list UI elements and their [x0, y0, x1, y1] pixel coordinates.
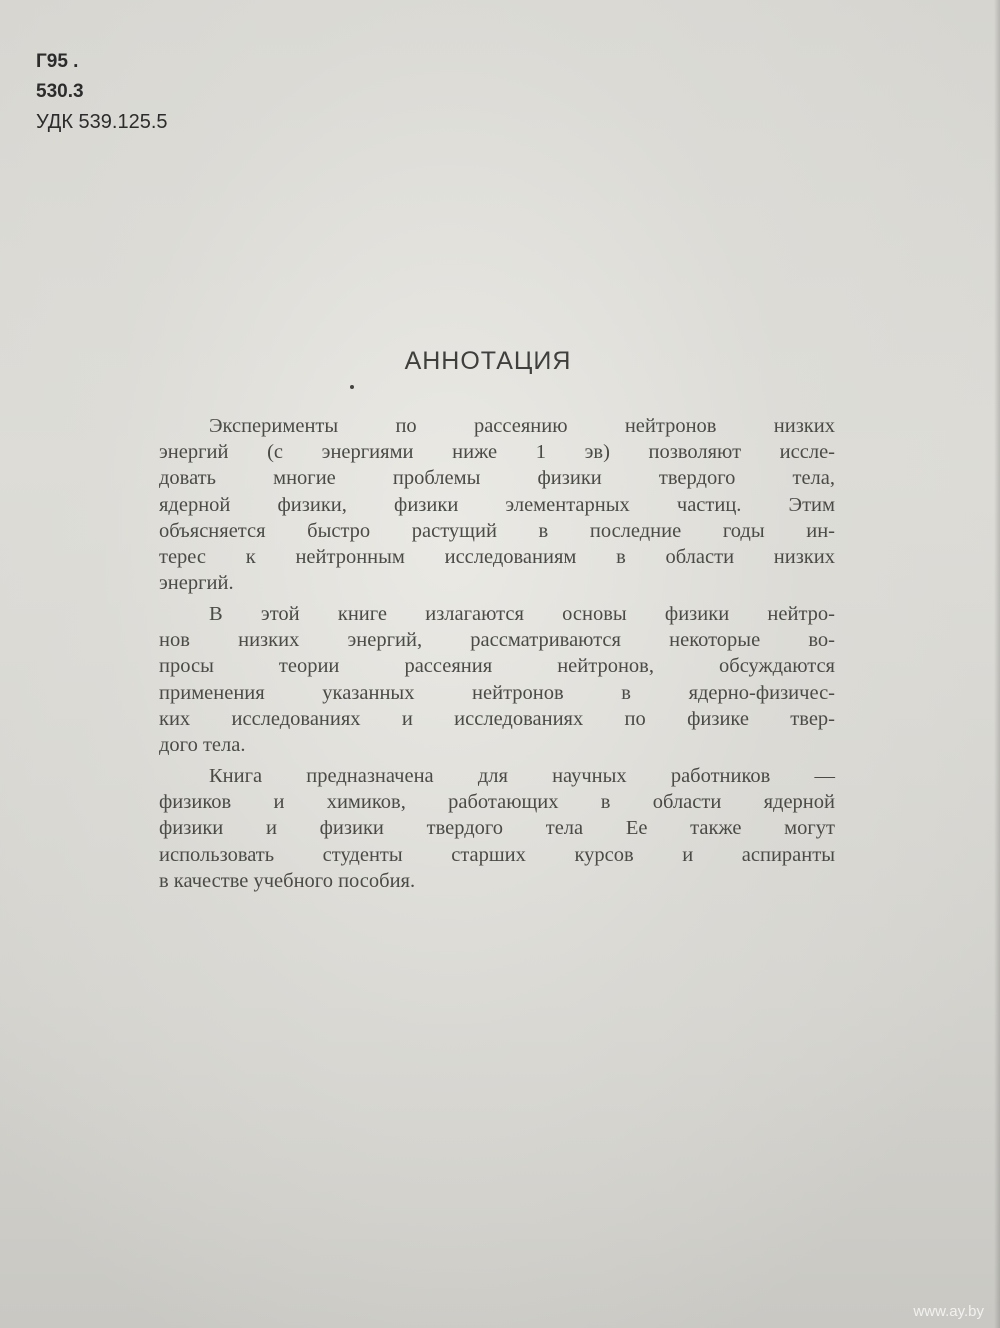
- library-code: Г95 .: [36, 51, 79, 72]
- paragraph-3: [159, 763, 835, 894]
- paragraph-line: ких исследованиях и исследованиях по физике твер-: [159, 707, 835, 730]
- paragraph-line: использовать студенты старших курсов и аспиранты: [159, 843, 835, 866]
- paragraph-2: [159, 601, 835, 758]
- paragraph-line: в качестве учебного пособия.: [159, 869, 416, 892]
- paragraph-line: довать многие проблемы физики твердого тела,: [159, 467, 835, 490]
- page-edge-shadow: [994, 0, 1000, 1328]
- paragraph-line: энергий (с энергиями ниже 1 эв) позволяют иссле-: [159, 441, 835, 464]
- paragraph-line: терес к нейтронным исследованиям в области низких: [159, 545, 835, 568]
- paragraph-line: энергий.: [159, 572, 234, 595]
- ink-speck: [350, 385, 354, 389]
- paragraph-line: ядерной физики, физики элементарных частиц. Этим: [159, 493, 835, 516]
- classification-codes: [36, 52, 168, 142]
- paragraph-line: просы теории рассеяния нейтронов, обсуждаются: [159, 655, 835, 678]
- site-watermark: www.ay.by: [913, 1303, 984, 1320]
- page-title: [0, 347, 1000, 376]
- paragraph-line: применения указанных нейтронов в ядерно-физичес-: [159, 681, 835, 704]
- paragraph-line: объясняется быстро растущий в последние годы ин-: [159, 519, 835, 542]
- paragraph-line: дого тела.: [159, 733, 246, 756]
- udk-code: УДК 539.125.5: [36, 111, 168, 133]
- page-title-text: АННОТАЦИЯ: [404, 347, 572, 375]
- bbk-code: 530.3: [36, 81, 84, 102]
- paragraph-line: Книга предназначена для научных работников —: [209, 765, 835, 787]
- paragraph-1: [159, 413, 835, 596]
- paragraph-line: Эксперименты по рассеянию нейтронов низких: [209, 415, 835, 437]
- paragraph-line: физики и физики твердого тела Ее также могут: [159, 817, 835, 840]
- paragraph-line: В этой книге излагаются основы физики нейтро-: [209, 603, 835, 625]
- paragraph-line: физиков и химиков, работающих в области ядерной: [159, 791, 835, 814]
- paragraph-line: нов низких энергий, рассматриваются некоторые во-: [159, 629, 835, 652]
